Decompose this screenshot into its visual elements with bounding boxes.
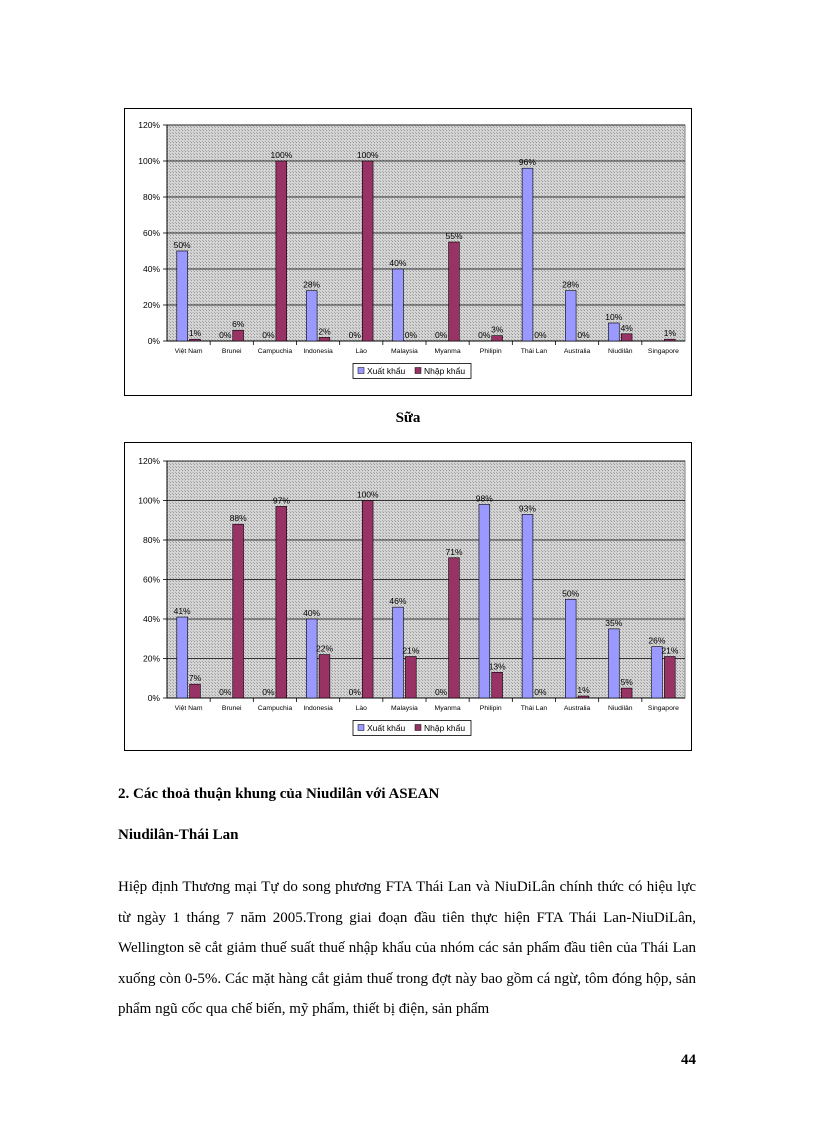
data-label: 0% (434, 687, 448, 697)
y-tick-label: 80% (142, 192, 160, 202)
bar-export (306, 619, 317, 698)
y-tick-label: 80% (142, 535, 160, 545)
data-label: 0% (262, 330, 275, 340)
y-tick-label: 100% (138, 156, 160, 166)
legend-swatch (358, 725, 364, 731)
data-label: 21% (661, 645, 679, 656)
chart-2 (124, 442, 692, 751)
data-label: 96% (518, 157, 536, 168)
y-tick-label: 120% (138, 456, 160, 466)
legend-label: Xuất khẩu (367, 366, 406, 376)
y-tick-label: 40% (142, 614, 160, 624)
legend-label: Nhập khẩu (424, 366, 466, 376)
chart-1 (124, 108, 692, 396)
bar-export (608, 629, 619, 698)
x-tick-label: Philipin (479, 348, 502, 355)
data-label: 0% (534, 687, 547, 697)
data-label: 28% (303, 279, 321, 290)
legend-label: Nhập khẩu (424, 723, 466, 733)
chart-svg (125, 443, 691, 750)
data-label: 93% (518, 503, 536, 514)
bar-import (362, 161, 373, 341)
y-tick-label: 0% (147, 693, 160, 703)
data-label: 2% (318, 326, 331, 337)
x-tick-label: Malaysia (391, 348, 418, 355)
y-tick-label: 60% (142, 228, 160, 238)
data-label: 98% (475, 493, 493, 504)
data-label: 22% (316, 643, 334, 654)
data-label: 40% (303, 608, 321, 618)
bar-export (306, 291, 317, 341)
bar-export (177, 617, 188, 698)
chart-caption: Sữa (395, 410, 421, 426)
data-label: 100% (270, 150, 293, 160)
x-tick-label: Thái Lan (520, 705, 548, 712)
data-label: 35% (605, 617, 623, 628)
body-paragraph: Hiệp định Thương mại Tự do song phương FTA Thái Lan và NiuDiLân chính thức có hiệu lực từ ngày 1 tháng 7 năm 2005.Trong giai đoạn đầu tiên thực hiện FTA Thái Lan-NiuDiLân, Wellington sẽ cắt giảm thuế suất thuế nhập khẩu của nhóm các sản phẩm đầu tiên của Thái Lan xuống còn 0-5%. Các mặt hàng cắt giảm thuế trong đợt này bao gồm cá ngừ, tôm đóng hộp, sản phẩm ngũ cốc qua chế biến, mỹ phẩm, thiết bị điện, sản phẩm (118, 879, 696, 1017)
data-label: 0% (404, 330, 418, 340)
x-tick-label: Singapore (647, 705, 679, 712)
bar-import (233, 524, 244, 698)
y-tick-label: 40% (142, 264, 160, 274)
bar-import (664, 657, 675, 698)
data-label: 0% (348, 687, 361, 697)
bar-import (233, 330, 244, 341)
data-label: 0% (262, 687, 275, 697)
data-label: 5% (620, 677, 633, 688)
chart-svg (125, 109, 691, 395)
bar-import (492, 672, 503, 698)
x-tick-label: Indonesia (303, 348, 333, 355)
data-label: 0% (348, 330, 361, 340)
data-label: 46% (389, 596, 407, 607)
x-tick-label: Việt Nam (174, 705, 203, 712)
x-tick-label: Myanma (434, 348, 461, 355)
bar-export (522, 514, 533, 698)
data-label: 41% (173, 606, 191, 617)
data-label: 7% (188, 673, 202, 684)
legend-swatch (415, 725, 421, 731)
bar-import (621, 688, 632, 698)
data-label: 0% (577, 330, 590, 340)
legend-swatch (358, 368, 364, 374)
y-tick-label: 20% (142, 653, 160, 664)
bar-import (449, 242, 460, 341)
legend-swatch (415, 368, 421, 374)
data-label: 4% (620, 322, 633, 333)
bar-import (190, 684, 201, 698)
bar-export (608, 323, 619, 341)
x-tick-label: Myanma (434, 705, 461, 712)
y-tick-label: 60% (142, 574, 160, 585)
data-label: 0% (534, 330, 547, 340)
bar-export (565, 599, 576, 698)
bar-import (492, 336, 503, 341)
x-tick-label: Thái Lan (520, 348, 548, 355)
data-label: 50% (562, 588, 580, 599)
data-label: 0% (434, 330, 448, 340)
sub-heading: Niudilân-Thái Lan (118, 827, 239, 843)
x-tick-label: Campuchia (257, 348, 293, 355)
data-label: 0% (219, 687, 232, 697)
x-tick-label: Singapore (647, 348, 679, 355)
data-label: 1% (188, 328, 202, 339)
legend-label: Xuất khẩu (367, 723, 406, 733)
bar-import (578, 696, 589, 698)
y-tick-label: 20% (142, 300, 160, 310)
bar-import (362, 501, 373, 699)
bar-import (621, 334, 632, 341)
data-label: 100% (356, 150, 379, 160)
x-tick-label: Philipin (479, 705, 502, 712)
bar-import (405, 657, 416, 698)
bar-import (319, 337, 330, 341)
page-number: 44 (681, 1052, 696, 1068)
bar-import (449, 558, 460, 698)
x-tick-label: Australia (563, 705, 591, 712)
x-tick-label: Lào (355, 348, 367, 355)
data-label: 28% (562, 279, 580, 290)
x-tick-label: Việt Nam (174, 348, 203, 355)
x-tick-label: Lào (355, 705, 367, 712)
bar-import (319, 655, 330, 698)
bar-import (190, 339, 201, 341)
x-tick-label: Australia (563, 348, 591, 355)
data-label: 10% (605, 312, 623, 322)
data-label: 1% (577, 685, 590, 696)
bar-export (522, 168, 533, 341)
bar-export (177, 251, 188, 341)
bar-import (664, 339, 675, 341)
data-label: 40% (389, 258, 407, 268)
data-label: 26% (648, 635, 666, 646)
data-label: 55% (445, 231, 463, 241)
x-tick-label: Malaysia (391, 705, 418, 712)
data-label: 6% (232, 319, 245, 330)
bar-export (565, 291, 576, 341)
data-label: 0% (219, 330, 232, 340)
section-heading: 2. Các thoả thuận khung của Niudilân với ASEAN (118, 786, 440, 802)
x-tick-label: Brunei (221, 705, 242, 712)
data-label: 100% (356, 489, 379, 500)
x-tick-label: Campuchia (257, 705, 293, 712)
y-tick-label: 120% (138, 120, 160, 130)
data-label: 97% (272, 495, 290, 506)
data-label: 88% (229, 513, 247, 524)
y-tick-label: 0% (147, 336, 160, 346)
y-tick-label: 100% (138, 495, 160, 506)
x-tick-label: Niudilân (607, 705, 633, 712)
data-label: 71% (445, 546, 463, 557)
data-label: 1% (663, 328, 677, 339)
data-label: 21% (402, 645, 420, 656)
data-label: 50% (173, 240, 191, 250)
data-label: 13% (488, 661, 506, 672)
x-tick-label: Indonesia (303, 705, 333, 712)
x-tick-label: Niudilân (607, 348, 633, 355)
bar-import (276, 506, 287, 698)
bar-import (276, 161, 287, 341)
data-label: 3% (491, 324, 504, 335)
x-tick-label: Brunei (221, 348, 242, 355)
bar-export (393, 269, 404, 341)
data-label: 0% (478, 330, 491, 340)
